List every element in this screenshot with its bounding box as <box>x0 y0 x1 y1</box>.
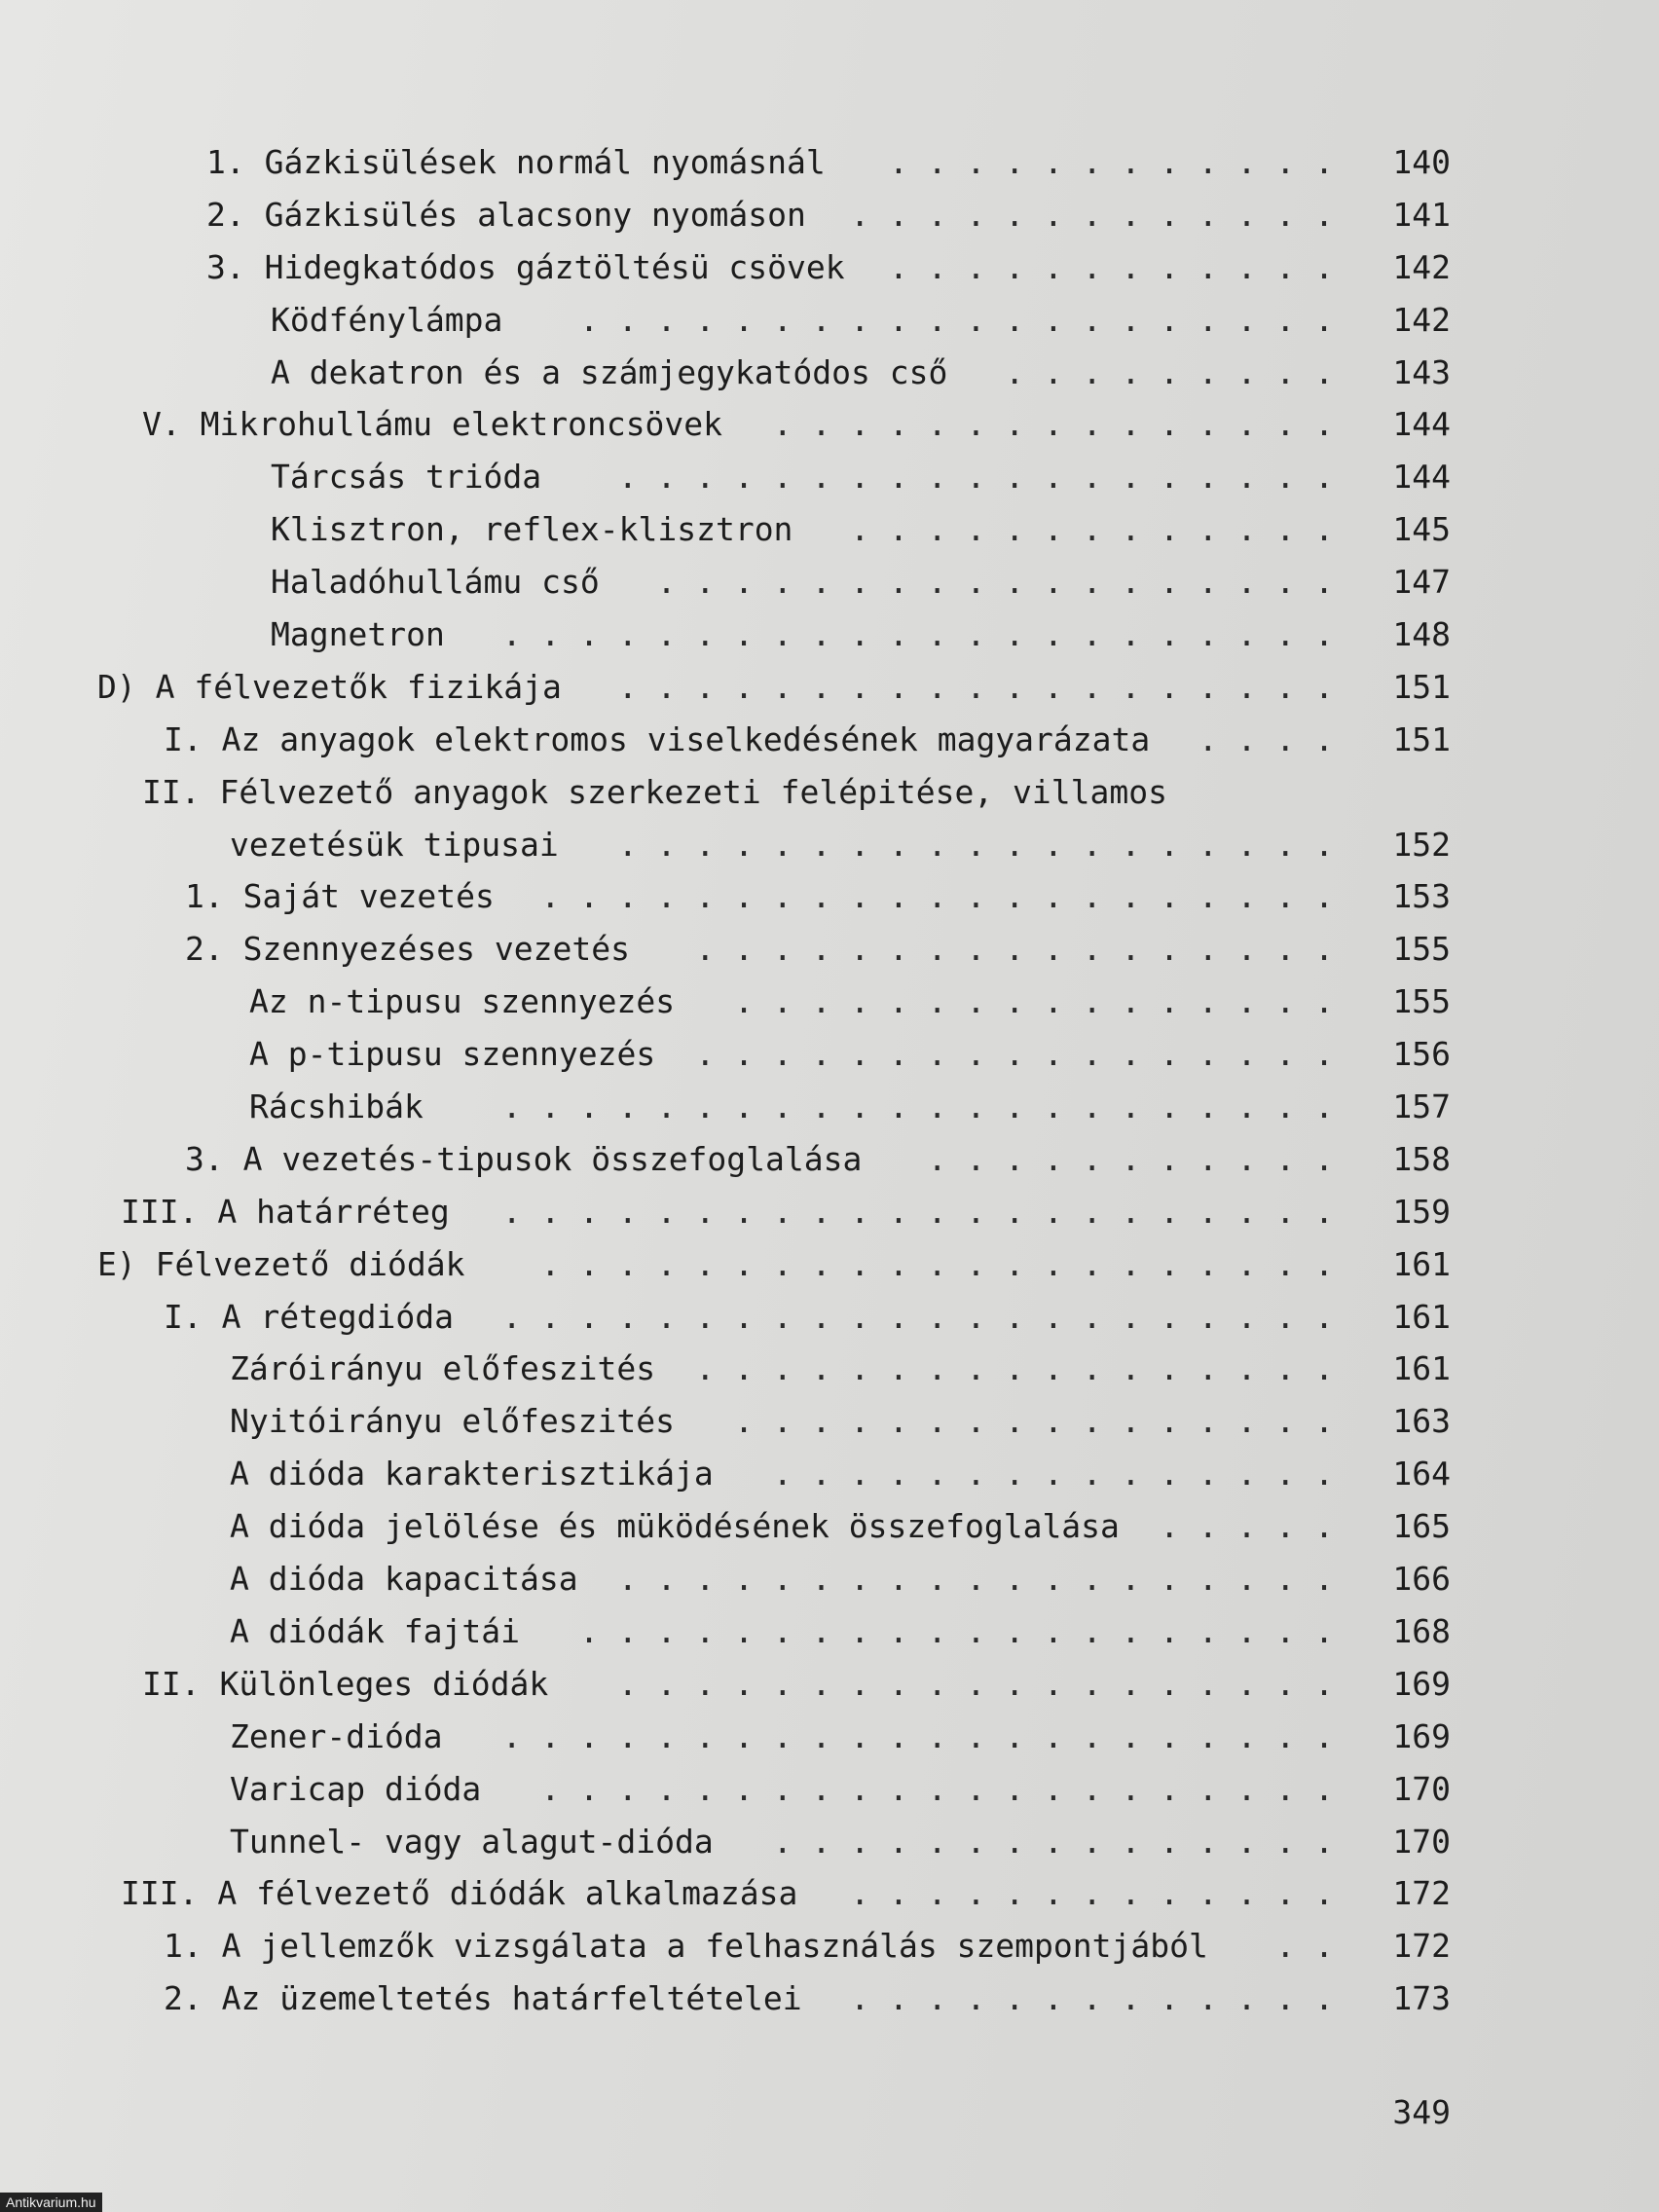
toc-entry <box>0 294 1659 347</box>
toc-entry-page: 142 <box>1392 247 1451 286</box>
leader-dots: . . . . . . . . . . . . . . . . . . . . . . <box>501 1192 1334 1231</box>
leader-dots: . . . . . . . . . . . . . . . . . . . . . . <box>501 1716 1334 1755</box>
leader-dots: . . . . . . . . . . . . . <box>850 195 1334 234</box>
leader-dots: . . . . . . . . . . . . . . . . . . <box>656 563 1334 602</box>
leader-dots: . . . . . . . . . . . <box>927 1139 1334 1178</box>
toc-entry-title: E) Félvezető diódák <box>97 1244 465 1283</box>
toc-entry-page: 169 <box>1392 1664 1451 1703</box>
toc-entry-title: V. Mikrohullámu elektroncsövek <box>142 405 723 444</box>
toc-entry-page: 172 <box>1392 1927 1451 1966</box>
leader-dots: . . . . . . . . . . . . . . . . . <box>695 1035 1334 1074</box>
leader-dots: . . . . . . . . . . . . . . . . . . . . . . <box>501 1297 1334 1336</box>
toc-entry <box>0 1238 1659 1291</box>
leader-dots: . . . . . . . . . . . . . . . . . . . . . . <box>501 615 1334 654</box>
toc-entry-page: 169 <box>1392 1716 1451 1755</box>
leader-dots: . . . . . . . . . . . . . . . . <box>734 1402 1334 1441</box>
toc-entry-page: 164 <box>1392 1455 1451 1493</box>
toc-entry-page: 141 <box>1392 195 1451 234</box>
toc-entry-title: A dióda karakterisztikája <box>230 1455 714 1493</box>
toc-entry-page: 140 <box>1392 143 1451 181</box>
toc-entry-title: Klisztron, reflex-klisztron <box>271 510 793 549</box>
toc-entry-title: Nyitóirányu előfeszités <box>230 1402 675 1441</box>
leader-dots: . . . . . . . . . . . . . . . . . <box>695 930 1334 969</box>
toc-entry-page: 147 <box>1392 563 1451 602</box>
toc-entry <box>0 189 1659 241</box>
leader-dots: . . . . . . . . . . . . . . . . . . . . . <box>540 877 1334 916</box>
toc-entry <box>0 1448 1659 1500</box>
leader-dots: . . . . <box>1198 719 1334 758</box>
toc-entry-page: 152 <box>1392 825 1451 864</box>
watermark: Antikvarium.hu <box>0 2193 102 2212</box>
toc-entry-page: 155 <box>1392 930 1451 969</box>
leader-dots: . . . . . . . . . . . . . . . . . . . <box>617 458 1334 497</box>
toc-entry-title: vezetésük tipusai <box>230 825 559 864</box>
toc-entry-page: 161 <box>1392 1297 1451 1336</box>
toc-entry-title: A dióda kapacitása <box>230 1560 578 1599</box>
leader-dots: . . . . . . . . . . . . . . . . . . . . . <box>540 1244 1334 1283</box>
toc-entry <box>0 608 1659 661</box>
leader-dots: . . . . . . . . . . . . . <box>850 1874 1334 1913</box>
toc-entry-page: 163 <box>1392 1402 1451 1441</box>
toc-entry-title: Magnetron <box>271 615 445 654</box>
leader-dots: . . . . . . . . . . . . . . . . . . . <box>617 667 1334 706</box>
toc-entry-page: 157 <box>1392 1088 1451 1126</box>
toc-entry <box>0 451 1659 503</box>
toc-entry-title: A dekatron és a számjegykatódos cső <box>271 352 948 391</box>
toc-entry-page: 168 <box>1392 1611 1451 1650</box>
toc-entry-title: 3. Hidegkatódos gáztöltésü csövek <box>206 247 845 286</box>
toc-entry-page: 156 <box>1392 1035 1451 1074</box>
toc-entry-page: 142 <box>1392 300 1451 339</box>
toc-entry <box>0 1186 1659 1238</box>
toc-entry <box>0 1763 1659 1816</box>
toc-entry <box>0 1867 1659 1920</box>
toc-entry <box>0 1028 1659 1081</box>
leader-dots: . . . . . . . . . . . . . . . <box>772 1455 1334 1493</box>
toc-entry-page: 144 <box>1392 458 1451 497</box>
toc-entry-page: 161 <box>1392 1349 1451 1388</box>
leader-dots: . . . . . . . . . . . . . . . <box>772 405 1334 444</box>
toc-entry-page: 145 <box>1392 510 1451 549</box>
toc-entry <box>0 556 1659 608</box>
toc-entry-page: 144 <box>1392 405 1451 444</box>
toc-entry <box>0 1605 1659 1658</box>
leader-dots: . . . . . . . . . . . . . . . . . . . <box>617 825 1334 864</box>
leader-dots: . . . . . . . . . . . . <box>889 143 1334 181</box>
leader-dots: . . . . . . . . . <box>1005 352 1334 391</box>
toc-entry <box>0 1500 1659 1553</box>
toc-entry-title: 1. Saját vezetés <box>185 877 495 916</box>
toc-entry-title: II. Különleges diódák <box>142 1664 549 1703</box>
toc-entry <box>0 1081 1659 1133</box>
toc-entry <box>0 398 1659 451</box>
toc-entry-page: 172 <box>1392 1874 1451 1913</box>
toc-entry <box>0 1343 1659 1395</box>
toc-entry <box>0 1972 1659 2025</box>
leader-dots: . . . . . . . . . . . . . . . . . . . <box>617 1664 1334 1703</box>
toc-entry-title: Tárcsás trióda <box>271 458 542 497</box>
toc-entry-title: 1. A jellemzők vizsgálata a felhasználás szempontjából <box>164 1927 1208 1966</box>
toc-entry-title: 2. Gázkisülés alacsony nyomáson <box>206 195 806 234</box>
page-number: 349 <box>1392 2093 1451 2131</box>
toc-entry-title: Az n-tipusu szennyezés <box>249 982 676 1021</box>
toc-entry <box>0 241 1659 294</box>
toc-entry <box>0 819 1659 871</box>
toc-entry-title: 2. Szennyezéses vezetés <box>185 930 630 969</box>
toc-entry <box>0 661 1659 714</box>
toc-entry-title: 3. A vezetés-tipusok összefoglalása <box>185 1139 863 1178</box>
toc-entry-page: 143 <box>1392 352 1451 391</box>
toc-entry-title: I. A rétegdióda <box>164 1297 455 1336</box>
toc-entry-page: 158 <box>1392 1139 1451 1178</box>
leader-dots: . . . . . . . . . . . . . . . . . . . . <box>579 300 1334 339</box>
toc-entry-title: 1. Gázkisülések normál nyomásnál <box>206 143 826 181</box>
toc-entry <box>0 923 1659 976</box>
toc-entry <box>0 1553 1659 1605</box>
leader-dots: . . . . . . . . . . . . . . . . . . . . <box>579 1611 1334 1650</box>
toc-entry <box>0 1920 1659 1972</box>
toc-entry-title: D) A félvezetők fizikája <box>97 667 562 706</box>
toc-entry-title: Varicap dióda <box>230 1769 482 1808</box>
toc-entry-title: III. A határréteg <box>121 1192 450 1231</box>
toc-entry-page: 151 <box>1392 667 1451 706</box>
toc-entry-title: Tunnel- vagy alagut-dióda <box>230 1822 714 1861</box>
leader-dots: . . . . . . . . . . . . . . . . . <box>695 1349 1334 1388</box>
toc-entry <box>0 136 1659 189</box>
toc-entry-title: 2. Az üzemeltetés határfeltételei <box>164 1979 802 2018</box>
toc-entry <box>0 1816 1659 1868</box>
toc-entry-page: 148 <box>1392 615 1451 654</box>
leader-dots: . . . . . <box>1160 1507 1334 1546</box>
toc-entry <box>0 347 1659 399</box>
leader-dots: . . . . . . . . . . . . . . . . . . . . . <box>540 1769 1334 1808</box>
toc-entry <box>0 766 1659 819</box>
toc-entry <box>0 1291 1659 1344</box>
leader-dots: . . . . . . . . . . . . . . . . . . . . . . <box>501 1088 1334 1126</box>
toc-entry-page: 170 <box>1392 1769 1451 1808</box>
leader-dots: . . . . . . . . . . . . <box>889 247 1334 286</box>
toc-entry <box>0 1395 1659 1448</box>
toc-entry-page: 173 <box>1392 1979 1451 2018</box>
toc-entry-page: 165 <box>1392 1507 1451 1546</box>
leader-dots: . . . . . . . . . . . . . . . . . . . <box>617 1560 1334 1599</box>
toc-entry-page: 151 <box>1392 719 1451 758</box>
toc-entry-page: 166 <box>1392 1560 1451 1599</box>
leader-dots: . . . . . . . . . . . . . . . . <box>734 982 1334 1021</box>
toc-entry <box>0 714 1659 766</box>
toc-entry-page: 170 <box>1392 1822 1451 1861</box>
leader-dots: . . . . . . . . . . . . . <box>850 1979 1334 2018</box>
toc-entry-title: Rácshibák <box>249 1088 424 1126</box>
toc-entry-page: 161 <box>1392 1244 1451 1283</box>
leader-dots: . . <box>1275 1927 1334 1966</box>
toc-entry <box>0 503 1659 556</box>
toc-entry-title: I. Az anyagok elektromos viselkedésének magyarázata <box>164 719 1151 758</box>
toc-entry-title: A diódák fajtái <box>230 1611 521 1650</box>
toc-entry-page: 159 <box>1392 1192 1451 1231</box>
toc-entry <box>0 1711 1659 1763</box>
toc-entry-page: 153 <box>1392 877 1451 916</box>
toc-entry-page: 155 <box>1392 982 1451 1021</box>
toc-entry-title: II. Félvezető anyagok szerkezeti felépitése, villamos <box>142 772 1167 811</box>
toc-entry-title: III. A félvezető diódák alkalmazása <box>121 1874 798 1913</box>
toc-entry-title: Ködfénylámpa <box>271 300 503 339</box>
leader-dots: . . . . . . . . . . . . . . . <box>772 1822 1334 1861</box>
toc-entry <box>0 976 1659 1028</box>
toc-entry-title: Haladóhullámu cső <box>271 563 600 602</box>
toc-entry <box>0 1658 1659 1711</box>
toc-entry <box>0 870 1659 923</box>
toc-entry-title: Zener-dióda <box>230 1716 443 1755</box>
toc-entry <box>0 1133 1659 1186</box>
table-of-contents <box>0 136 1659 2025</box>
leader-dots: . . . . . . . . . . . . . <box>850 510 1334 549</box>
toc-entry-title: A dióda jelölése és müködésének összefoglalása <box>230 1507 1120 1546</box>
toc-entry-title: A p-tipusu szennyezés <box>249 1035 656 1074</box>
toc-entry-title: Záróirányu előfeszités <box>230 1349 656 1388</box>
